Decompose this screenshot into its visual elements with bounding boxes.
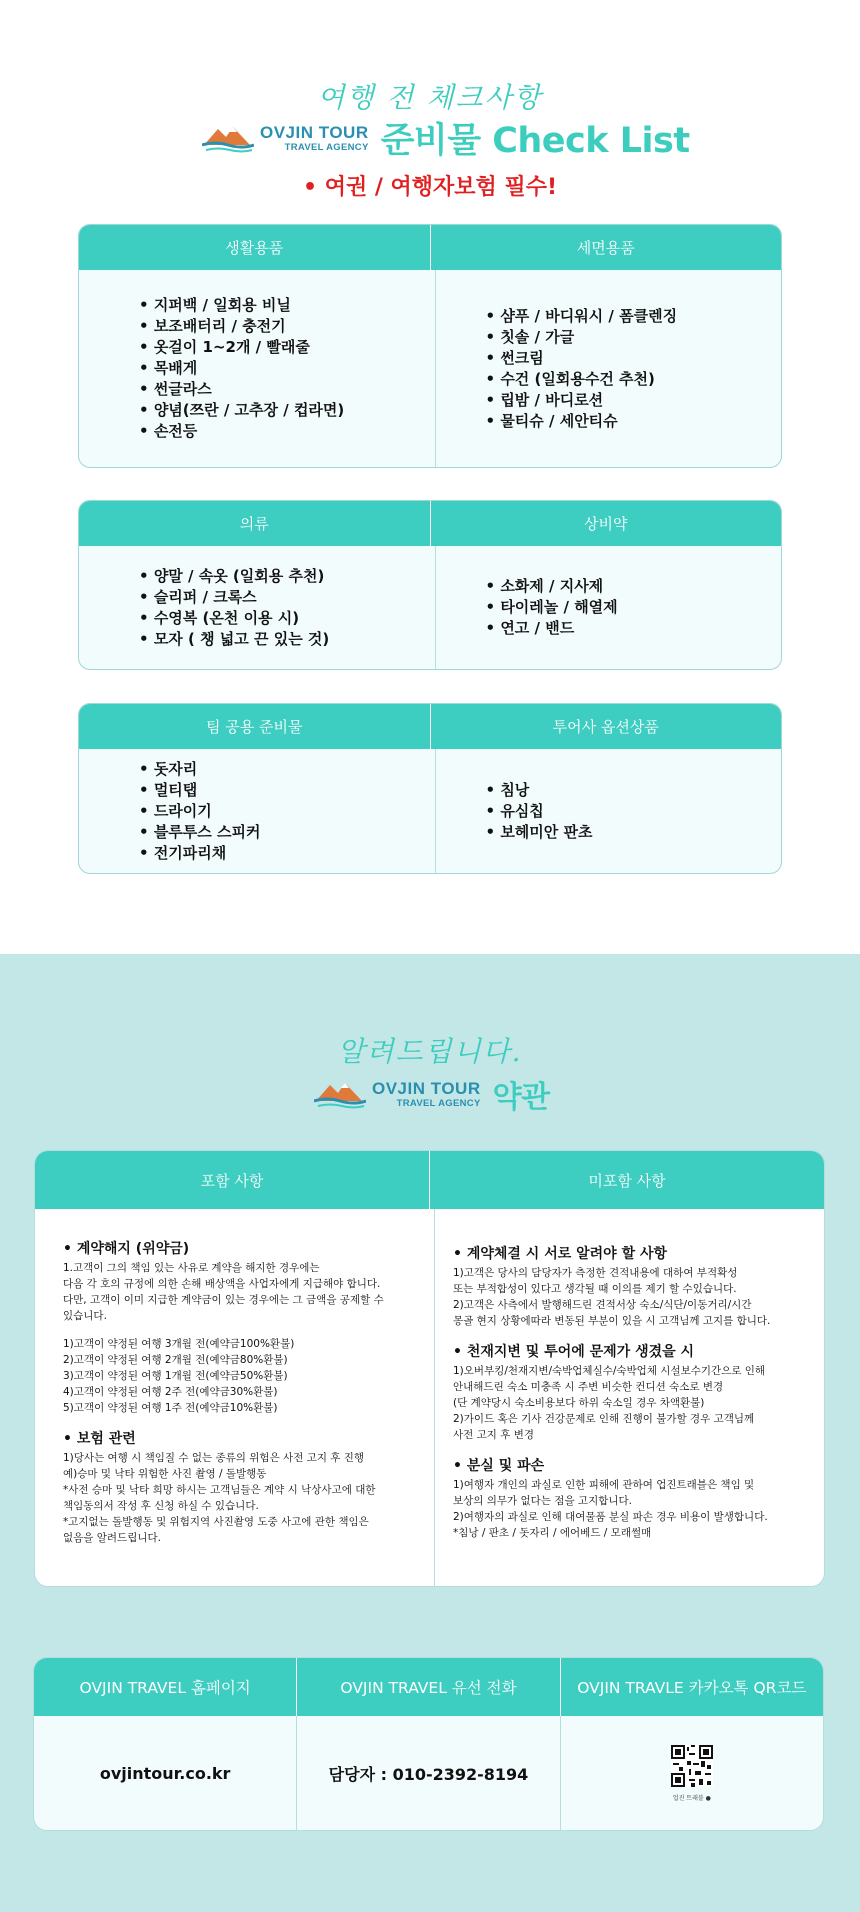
ovjin-logo (314, 1079, 481, 1109)
list-item: • 멀티탭 (139, 780, 435, 801)
card-header-daily: 생활용품 (225, 239, 284, 257)
list-item: • 양말 / 속옷 (일회용 추천) (139, 566, 435, 587)
list-item: • 타이레놀 / 해열제 (486, 597, 782, 618)
term-line: 예)승마 및 낙타 위험한 사진 촬영 / 돌발행동 (63, 1467, 267, 1480)
term-line: 1)여행자 개인의 과실로 인한 피해에 관하여 업진트래블은 책임 및 (453, 1478, 755, 1491)
list-item: • 침낭 (486, 780, 782, 801)
term-line: 있습니다. (63, 1309, 107, 1322)
contact-card (33, 1657, 824, 1831)
list-item: • 돗자리 (139, 759, 435, 780)
refund-line: 4)고객이 약정된 여행 2주 전(예약금30%환불) (63, 1385, 278, 1398)
list-item: • 모자 ( 챙 넓고 끈 있는 것) (139, 629, 435, 650)
checklist-title: 준비물 Check List (380, 121, 690, 161)
list-item: • 소화제 / 지사제 (486, 576, 782, 597)
terms-header-excluded: 미포함 사항 (429, 1151, 824, 1209)
phone-number[interactable]: 담당자 : 010-2392-8194 (296, 1716, 559, 1830)
card-header-team-items: 팀 공용 준비물 (206, 718, 303, 736)
list-item: • 물티슈 / 세안티슈 (486, 411, 782, 432)
refund-line: 1)고객이 약정된 여행 3개월 전(예약금100%환불) (63, 1337, 295, 1350)
list-item: • 연고 / 밴드 (486, 618, 782, 639)
term-line: 다만, 고객이 이미 지급한 계약금이 있는 경우에는 그 금액을 공제할 수 (63, 1293, 384, 1306)
section-title: • 계약체결 시 서로 알려야 할 사항 (453, 1243, 810, 1265)
logo-main-text: OVJIN TOUR (372, 1078, 481, 1098)
mountain-logo-icon (314, 1079, 366, 1109)
notify-section (453, 1243, 810, 1329)
term-line: 1)당사는 여행 시 책임질 수 없는 종류의 위험은 사전 고지 후 진행 (63, 1451, 365, 1464)
checklist-card-2 (78, 500, 782, 670)
section-title: • 보험 관련 (63, 1428, 420, 1450)
term-line: 다음 각 호의 규정에 의한 손해 배상액을 사업자에게 지급해야 합니다. (63, 1277, 381, 1290)
daily-items-list (139, 295, 435, 442)
logo-sub-text: TRAVEL AGENCY (396, 1097, 481, 1109)
term-line: 책임동의서 작성 후 신청 하실 수 있습니다. (63, 1499, 259, 1512)
term-line: 2)가이드 혹은 기사 건강문제로 인해 진행이 불가할 경우 고객님께 (453, 1412, 755, 1425)
toiletries-items-list (486, 306, 782, 432)
terms-script-title: 알려드립니다. (337, 1035, 523, 1068)
qr-code-icon[interactable] (671, 1745, 713, 1787)
list-item: • 손전등 (139, 421, 435, 442)
card-header-medicine: 상비약 (430, 501, 782, 546)
list-item: • 립밤 / 바디로션 (486, 390, 782, 411)
excluded-column (434, 1209, 824, 1586)
contact-header-homepage: OVJIN TRAVEL 홈페이지 (79, 1679, 251, 1697)
list-item: • 썬크림 (486, 348, 782, 369)
ovjin-logo (202, 123, 369, 153)
list-item: • 보헤미안 판초 (486, 822, 782, 843)
section-title: • 분실 및 파손 (453, 1455, 810, 1477)
contact-header-phone: OVJIN TRAVEL 유선 전화 (296, 1658, 559, 1716)
list-item: • 목배게 (139, 358, 435, 379)
term-line: 2)여행자의 과실로 인해 대여물품 분실 파손 경우 비용이 발생합니다. (453, 1510, 768, 1523)
list-item: • 수건 (일회용수건 추천) (486, 369, 782, 390)
included-column (35, 1209, 434, 1586)
list-item: • 보조배터리 / 충전기 (139, 316, 435, 337)
list-item: • 샴푸 / 바디워시 / 폼클렌징 (486, 306, 782, 327)
term-line: *사전 승마 및 낙타 희망 하시는 고객님들은 계약 시 낙상사고에 대한 (63, 1483, 376, 1496)
checklist-card-3 (78, 703, 782, 874)
list-item: • 수영복 (온천 이용 시) (139, 608, 435, 629)
list-item: • 블루투스 스피커 (139, 822, 435, 843)
term-line: (단 계약당시 숙소비용보다 하위 숙소일 경우 차액환불) (453, 1396, 705, 1409)
refund-line: 5)고객이 약정된 여행 1주 전(예약금10%환불) (63, 1401, 278, 1414)
term-line: 또는 부적합성이 있다고 생각될 때 이의를 제기 할 수있습니다. (453, 1282, 737, 1295)
kakao-qr-cell[interactable] (560, 1716, 823, 1830)
insurance-section (63, 1428, 420, 1546)
list-item: • 슬리퍼 / 크록스 (139, 587, 435, 608)
section-title: • 계약해지 (위약금) (63, 1238, 420, 1260)
list-item: • 드라이기 (139, 801, 435, 822)
list-item: • 양념(쯔란 / 고추장 / 컵라면) (139, 400, 435, 421)
term-line: *침낭 / 판초 / 돗자리 / 에어베드 / 모래썰매 (453, 1526, 652, 1539)
contact-header-kakao: OVJIN TRAVLE 카카오톡 QR코드 (560, 1658, 823, 1716)
term-line: 없음을 알려드립니다. (63, 1531, 161, 1544)
term-line: 안내해드린 숙소 미충족 시 주변 비슷한 컨디션 숙소로 변경 (453, 1380, 724, 1393)
team-items-list (139, 759, 435, 864)
term-line: 보상의 의무가 없다는 점을 고지합니다. (453, 1494, 632, 1507)
qr-caption: 업진 트래블 ● (672, 1794, 711, 1802)
terms-header-included: 포함 사항 (200, 1171, 264, 1190)
checklist-script-title: 여행 전 체크사항 (317, 81, 543, 114)
terms-card (34, 1150, 825, 1587)
medicine-items-list (486, 576, 782, 639)
card-header-toiletries: 세면용품 (430, 225, 782, 270)
card-header-options: 투어사 옵션상품 (430, 704, 782, 749)
card-header-clothing: 의류 (239, 515, 269, 533)
term-line: 1.고객이 그의 책임 있는 사유로 계약을 해지한 경우에는 (63, 1261, 320, 1274)
logo-sub-text: TRAVEL AGENCY (284, 141, 369, 153)
term-line: 사전 고지 후 변경 (453, 1428, 535, 1441)
terms-header (314, 1072, 550, 1116)
section-title: • 천재지변 및 투어에 문제가 생겼을 시 (453, 1341, 810, 1363)
checklist-card-1 (78, 224, 782, 468)
terms-title: 약관 (492, 1080, 550, 1115)
term-line: 2)고객은 사측에서 발행해드린 견적서상 숙소/식단/이동거리/시간 (453, 1298, 752, 1311)
checklist-section (0, 0, 860, 954)
cancel-section (63, 1238, 420, 1416)
website-link[interactable]: ovjintour.co.kr (99, 1763, 231, 1783)
term-line: 1)오버부킹/천재지변/숙박업체실수/숙박업체 시설보수기간으로 인해 (453, 1364, 766, 1377)
list-item: • 칫솔 / 가글 (486, 327, 782, 348)
loss-section (453, 1455, 810, 1541)
refund-line: 3)고객이 약정된 여행 1개월 전(예약금50%환불) (63, 1369, 288, 1382)
list-item: • 전기파리채 (139, 843, 435, 864)
list-item: • 옷걸이 1~2개 / 빨래줄 (139, 337, 435, 358)
option-items-list (486, 780, 782, 843)
list-item: • 썬글라스 (139, 379, 435, 400)
disaster-section (453, 1341, 810, 1443)
mountain-logo-icon (202, 123, 254, 153)
list-item: • 유심칩 (486, 801, 782, 822)
term-line: *고지없는 돌발행동 및 위험지역 사진촬영 도중 사고에 관한 책임은 (63, 1515, 369, 1528)
logo-main-text: OVJIN TOUR (260, 122, 369, 142)
list-item: • 지퍼백 / 일회용 비닐 (139, 295, 435, 316)
term-line: 몽골 현지 상황에따라 변동된 부분이 있을 시 고객님께 고지를 합니다. (453, 1314, 771, 1327)
term-line: 1)고객은 당사의 담당자가 측정한 견적내용에 대하여 부적확성 (453, 1266, 738, 1279)
checklist-header (202, 113, 690, 163)
required-notice: • 여권 / 여행자보험 필수! (302, 175, 558, 200)
clothing-items-list (139, 566, 435, 650)
refund-line: 2)고객이 약정된 여행 2개월 전(예약금80%환불) (63, 1353, 288, 1366)
